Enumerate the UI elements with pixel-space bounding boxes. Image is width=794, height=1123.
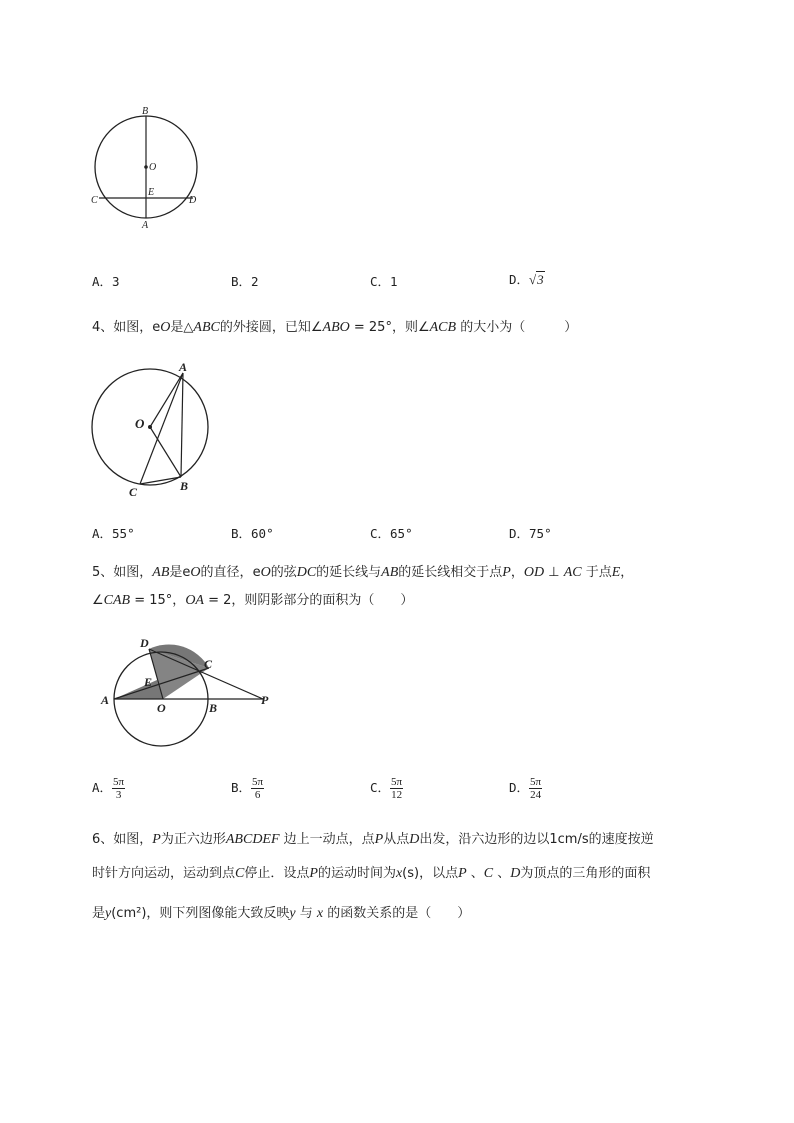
q3-option-a: A．3 [92, 274, 120, 289]
q3-label-d: D [189, 195, 197, 206]
q4-line-oa [150, 373, 183, 427]
q4-line-ob [150, 427, 181, 477]
q5-circle-diagram [98, 632, 288, 752]
q4-label-a: A [179, 360, 188, 374]
q4-option-b: B．60° [231, 526, 274, 541]
q6-stem-line2: 时针方向运动，运动到点C停止．设点P的运动时间为x(s)，以点P 、C 、D为顶点的三角形的面积 [92, 866, 651, 881]
q3-label-e: E [148, 187, 155, 198]
q3-label-o: O [149, 162, 157, 173]
q5-label-e: E [144, 675, 153, 689]
q5-label-a: A [101, 693, 110, 707]
q5-stem-line2: ∠CAB = 15°，OA = 2，则阴影部分的面积为（ ） [92, 593, 414, 608]
q5-option-d: D． $\frac{5\pi}{24}$ [509, 776, 542, 801]
q3-figure [85, 100, 215, 240]
q5-label-o: O [157, 701, 166, 715]
q3-label-a: A [142, 220, 149, 231]
fraction: $\frac{5\pi}{6}$ [252, 776, 264, 801]
q4-line-ac [140, 373, 183, 484]
q4-label-c: C [129, 485, 138, 499]
q4-option-c: C．65° [370, 526, 413, 541]
q4-stem: 4、如图，eO是△ABC的外接圆，已知∠ABO = 25°，则∠ACB 的大小为（ ） [92, 320, 578, 335]
q5-option-a: A． $\frac{5\pi}{3}$ [92, 776, 125, 801]
q3-center-dot [144, 165, 148, 169]
q5-label-b: B [209, 701, 218, 715]
q3-option-b: B．2 [231, 274, 259, 289]
q4-figure [85, 360, 220, 500]
fraction: $\frac{5\pi}{24}$ [530, 776, 542, 801]
q4-circle-diagram [85, 360, 220, 500]
q5-option-c: C． $\frac{5\pi}{12}$ [370, 776, 403, 801]
q4-option-a: A．55° [92, 526, 135, 541]
q3-label-b: B [142, 106, 149, 117]
q4-line-cb [140, 477, 181, 484]
fraction: $\frac{5\pi}{12}$ [391, 776, 403, 801]
q5-figure [98, 632, 288, 752]
q6-stem-line3: 是y(cm²)，则下列图像能大致反映y 与 x 的函数关系的是（ ） [92, 906, 471, 921]
q4-center-dot [148, 425, 152, 429]
q4-label-o: O [135, 416, 145, 431]
sqrt-expression: √3 [529, 272, 544, 287]
q3-option-c: C．1 [370, 274, 398, 289]
q3-circle-diagram [85, 100, 215, 240]
q4-label-b: B [180, 479, 189, 493]
q5-option-b: B． $\frac{5\pi}{6}$ [231, 776, 264, 801]
q3-option-d: D．√3 [509, 272, 544, 287]
q5-stem-line1: 5、如图，AB是eO的直径，eO的弦DC的延长线与AB的延长线相交于点P，OD ⊥ AC 于点E， [92, 565, 634, 580]
q4-option-d: D．75° [509, 526, 552, 541]
fraction: $\frac{5\pi}{3}$ [113, 776, 125, 801]
q5-label-c: C [204, 657, 213, 671]
q5-label-p: P [261, 693, 269, 707]
q3-label-c: C [91, 195, 98, 206]
q5-label-d: D [140, 636, 149, 650]
q6-stem-line1: 6、如图，P为正六边形ABCDEF 边上一动点，点P从点D出发，沿六边形的边以1cm/s的速度按逆 [92, 832, 654, 847]
q4-line-ab [181, 373, 183, 477]
